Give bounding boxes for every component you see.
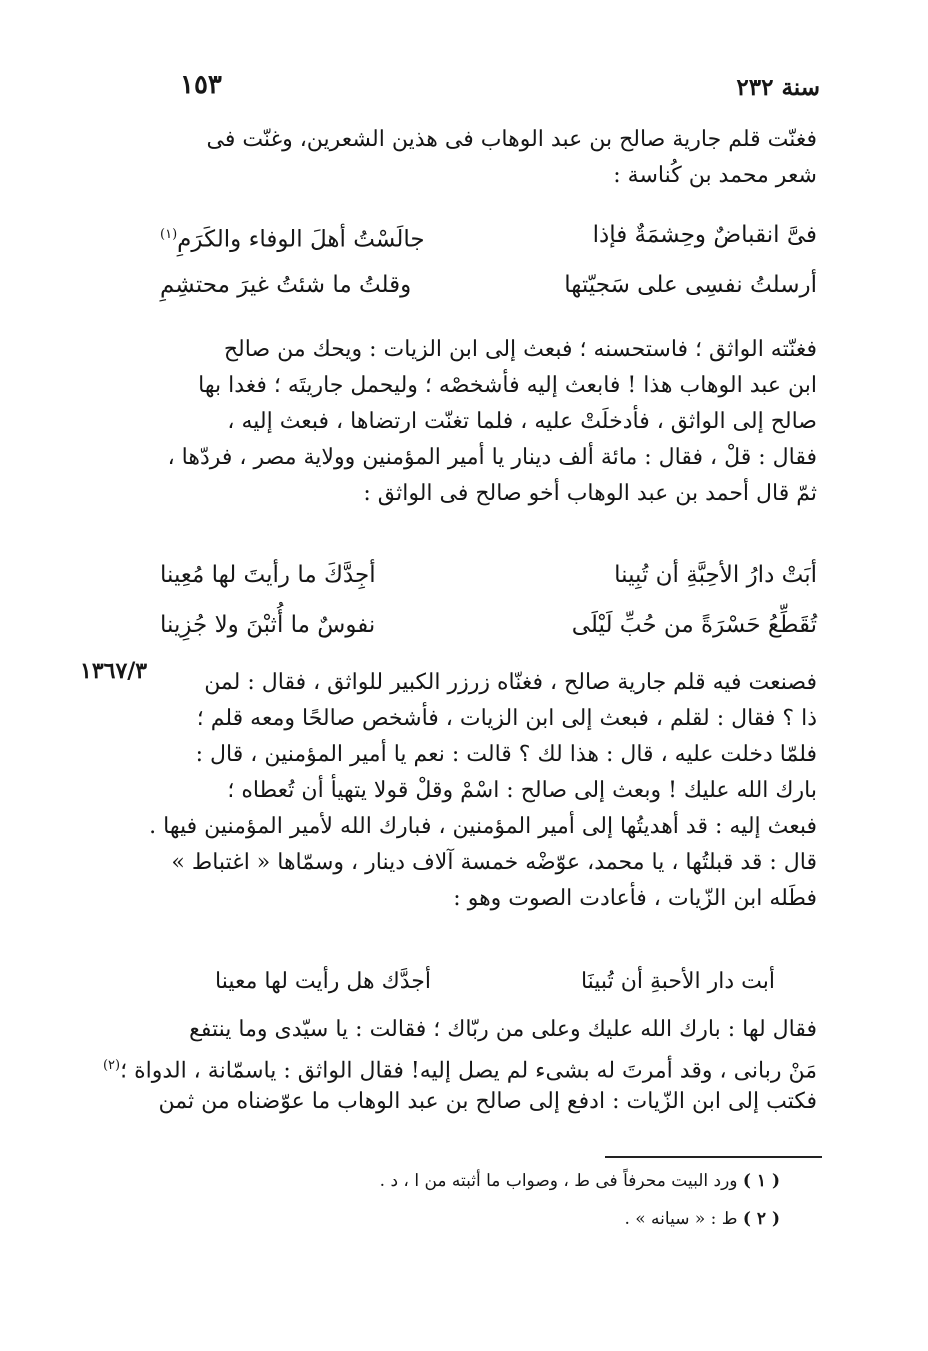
hemistich-first: أبت دار الأحبةِ أن تُبينَا: [580, 969, 775, 994]
verse: [160, 550, 817, 600]
verse: [160, 210, 817, 260]
text-line: ثمّ قال أحمد بن عبد الوهاب أخو صالح فى الواثق :: [363, 481, 817, 506]
verse-quote: [215, 960, 775, 1004]
text-line: فكتب إلى ابن الزّيات : ادفع إلى صالح بن عبد الوهاب ما عوّضناه من ثمن: [158, 1089, 817, 1114]
text-line: فطَله ابن الزّيات ، فأعادت الصوت وهو :: [453, 886, 817, 911]
footnote-2: [350, 1205, 780, 1233]
text-line: فصنعت فيه قلم جارية صالح ، فغنّاه زرزر الكبير للواثق ، فقال : لمن: [204, 670, 817, 695]
hemistich-first: أبَتْ دارُ الأحِبَّةِ أن تُبِينا: [614, 562, 817, 588]
footnote-divider: [605, 1156, 822, 1158]
footnote-text: ورد البيت محرفاً فى ط ، وصواب ما أثبته من ا ، د .: [379, 1171, 738, 1191]
text-line: فقال لها : بارك الله عليك وعلى من ربّاك ؛ فقالت : يا سيّدى وما ينتفع: [189, 1017, 817, 1042]
paragraph-4: [102, 1012, 817, 1120]
hemistich-first: تُقَطِّعُ حَسْرَةً من حُبِّ لَيْلَى: [571, 612, 817, 638]
hemistich-second: أجدَّك هل رأيت لها معينا: [215, 969, 432, 994]
hemistich-second: [160, 210, 475, 265]
verse-text: جالَسْتُ أهلَ الوفاء والكَرَمِ: [177, 226, 425, 253]
poem-1: [160, 210, 817, 310]
footnote-marker: (٢): [102, 1058, 121, 1073]
text-line: ذا ؟ فقال : لقلم ، فبعث إلى ابن الزيات ، فأشخص صالحًا ومعه قلم ؛: [196, 706, 817, 731]
footnote-text: ط : « سيانه » .: [624, 1209, 738, 1229]
hemistich-second: نفوسٌ ما أُثبْنَ ولا جُزِينا: [160, 612, 376, 638]
hemistich-first: فىَّ انقباضٌ وحِشمَةٌ فإذا: [592, 222, 817, 248]
text-line: [102, 1048, 817, 1084]
verse: [160, 260, 817, 310]
text-line: صالح إلى الواثق ، فأدخلَتْ عليه ، فلما تغنّت ارتضاها ، فبعث إليه ،: [227, 409, 817, 434]
text-line: شعر محمد بن كُناسة :: [613, 163, 817, 188]
hemistich-second: وقلتُ ما شئتُ غيرَ محتشِمِ: [160, 272, 412, 298]
footnote-number: ( ٢ ): [742, 1209, 780, 1229]
text-line: بارك الله عليك ! وبعث إلى صالح : اسْمْ وقلْ قولا يتهيأ أن تُعطاه ؛: [227, 778, 817, 803]
page-number: ١٥٣: [180, 70, 222, 100]
margin-reference: ١٣٦٧/٣: [80, 658, 148, 684]
footnote-number: ( ١ ): [742, 1171, 780, 1191]
paragraph-3: [149, 665, 817, 917]
text-line: قال : قد قبلتُها ، يا محمد، عوّضْه خمسة آلاف دينار ، وسمّاها « اغتباط »: [171, 850, 817, 875]
footnote-marker: (١): [160, 227, 178, 242]
text-line: فقال : قلْ ، فقال : مائة ألف دينار يا أمير المؤمنين وولاية مصر ، فردّها ،: [167, 445, 817, 470]
paragraph-2: [160, 332, 817, 512]
running-header-year: سنة ٢٣٢: [736, 74, 820, 101]
text-line: فلمّا دخلت عليه ، قال : هذا لك ؟ قالت : نعم يا أمير المؤمنين ، قال :: [195, 742, 817, 767]
poem-2: [160, 550, 817, 650]
text-line: فغنّت قلم جارية صالح بن عبد الوهاب فى هذين الشعرين، وغنّت فى: [206, 127, 817, 152]
hemistich-second: أجِدَّكَ ما رأيتَ لها مُعِينا: [160, 562, 376, 588]
footnote-1: [350, 1167, 780, 1195]
verse: [160, 600, 817, 650]
text-line: فغنّته الواثق ؛ فاستحسنه ؛ فبعث إلى ابن الزيات : ويحك من صالح: [223, 337, 817, 362]
paragraph-1: [160, 122, 817, 194]
text-line: ابن عبد الوهاب هذا ! فابعث إليه فأشخصْه ؛ وليحمل جاريتَه ؛ فغدا بها: [198, 373, 817, 398]
hemistich-first: أرسلتُ نفسِى على سَجيّتها: [564, 272, 817, 298]
text-segment: مَنْ ربانى ، وقد أمرتَ له بشىء لم يصل إليه! فقال الواثق : ياسمّانة ، الدواة ؛: [120, 1058, 817, 1084]
text-line: فبعث إليه : قد أهديتُها إلى أمير المؤمنين ، فبارك الله لأمير المؤمنين فيها .: [149, 814, 817, 839]
